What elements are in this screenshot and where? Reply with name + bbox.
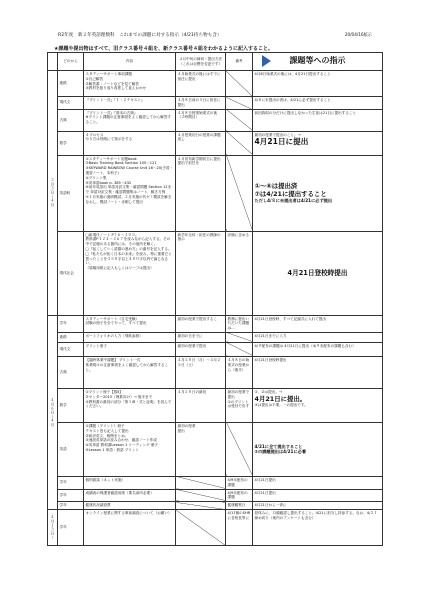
content-cell: 個別面談（ネット実施） [84, 476, 176, 489]
table-row [48, 155, 383, 231]
submit-cell [176, 489, 226, 502]
note-cell: 教務に提出いただいた課題は… [226, 315, 253, 332]
content-cell: ポートフォリオの入力（別紙参照） [84, 332, 176, 342]
subject-cell: 進路 [58, 332, 84, 342]
instruction-cell: 4/９配布の課題は 4月21日に提出（4/９未配布の課題も含む） [253, 342, 383, 356]
content-cell: スタディーサポート事前課題 ①自己解答 ②解答書・ノートなどを見て解答 ③教材を振り返り再度して直えおかせ [84, 71, 176, 97]
instruction-small: 最初の授業で提出のこと。→ [254, 132, 301, 137]
table-row [48, 489, 383, 502]
note-cell: 4/9未配布の課題 [226, 476, 253, 489]
content-cell: ①プリント冊子【数Ⅱ】 ②センター2015（理系向け）→ 後半まで ③教科書の最初の部分「第１章・式と証明」を読んでください。 [84, 388, 176, 422]
submit-cell: 新学年全体・担任の教師の指示 [176, 231, 226, 315]
note-cell [226, 97, 253, 110]
content-cell: 健康状況調査票 [84, 502, 176, 510]
period-label: ３月３日〜４月 [50, 178, 55, 208]
instruction-cell [253, 388, 383, 422]
content-cell: オンライン授業に関する事前調査について（お願い） [84, 510, 176, 546]
table-row [48, 231, 383, 315]
note-cell [226, 332, 253, 342]
subject-cell: 古典 [58, 356, 84, 388]
submit-cell: ４月８日授業始業式の後（２時間目） [176, 109, 226, 131]
header-instruction: 課題等への指示 [253, 53, 383, 71]
submit-cell: ４月始業式の後にはすでに担任に提出 [176, 71, 226, 97]
instruction-cell: 4月21日から一斉に [253, 502, 383, 510]
content-cell: スタディーサポート（自宅受験） 試験の冊子を全てやって、すべて提出 [84, 315, 176, 332]
header-arrow-icon [262, 55, 271, 67]
instruction-cell: 前回真似の分だけに提出しなかった生徒は21日に提出すること [253, 109, 383, 131]
instruction-cell [253, 155, 383, 231]
period-cell [48, 71, 58, 316]
content-cell: ４プロセス やり方は別紙にて指示をする [84, 131, 176, 155]
submit-cell: ４月８日前の５日に担任に提出 [176, 97, 226, 110]
instruction-big: 4月21日登校時提出 [287, 269, 348, 278]
header-submit: ４月中旬の締切・提出方法（これは目標を変更です） [176, 53, 226, 71]
note-cell: 4/9未配布の課題 [226, 489, 253, 502]
header-note: 備考 [226, 53, 253, 71]
content-cell: 【臨時休業中課題】 プリント一式 休業明けの注意事項をよく確認してから解答すること。 [84, 356, 176, 388]
table-row [48, 131, 383, 155]
note-cell [226, 422, 253, 476]
instruction-cell: 4月21日までに入力 [253, 332, 383, 342]
note-cell: 最初の授業で提出 ①のプリントは受付で出す [226, 388, 253, 422]
table-row [48, 422, 383, 476]
table-row [48, 476, 383, 489]
instruction-big: 4月21日に提出 [254, 137, 309, 147]
instruction-cell: 4月21日登校時、すべて記録式に入れて提出 [253, 315, 383, 332]
note-cell [226, 131, 253, 155]
subject-cell: 進路 [58, 71, 84, 97]
submit-cell: ４月授業初日の授業の課題返し [176, 131, 226, 155]
instruction-cell: 4月21日登校時提出 [253, 356, 383, 388]
note-cell: 健康観察日 [226, 502, 253, 510]
submit-cell: 最初の授業 提出 [176, 422, 226, 476]
submit-cell: ４月２０日の最初 [176, 388, 226, 422]
instruction-main: 4/21に全て提出すること [254, 443, 303, 449]
subject-cell: 数学 [58, 131, 84, 155]
table-row [48, 502, 383, 510]
subject-cell: 古典 [58, 109, 84, 131]
note-cell [226, 342, 253, 356]
instruction-cell [253, 131, 383, 155]
submit-cell: ４月２０日（月）〜４月２５日（土） [176, 356, 226, 388]
subject-cell: 学年 [58, 502, 84, 510]
submit-cell [176, 476, 226, 489]
submit-cell: 最初の授業で提出 [176, 342, 226, 356]
subject-cell: 現代社会 [58, 231, 84, 315]
content-cell: ①スタディーサポート出題book ②Basic Training Book Section 105〜121 ③SKYWARD RAINBOW Course Unit 16〜20(予習・復習ノート、本科子) ④プリント集 ⑤英単語book p. 385〜432 ⑥前年英語出 単語対訳文集・確認問題 Section 12まで 単語対訳文集・確認問題集はノート、解き方例 ⑦１月実施の進研模試、２月実施の代ゼミ模試を解きなおし、模試ノート・赤刷して提出 [84, 155, 176, 231]
notice-text: ★課題や提出物はすべて、旧クラス番号４組を、新クラス番号４組をわかるように記入すること。 [54, 46, 273, 52]
period-cell [48, 315, 58, 510]
instruction-cell: 4月21日提出 [253, 476, 383, 489]
submit-cell [176, 510, 226, 546]
instruction-sub: ただし4/８に未提出者は4/21に必ず提出 [254, 198, 333, 204]
note-cell [226, 109, 253, 131]
note-cell: 4/17朝のSHRに各班長等に [226, 510, 253, 546]
note-cell: ４月８日の始業式の授業から（後半） [226, 356, 253, 388]
note-cell: 評価に含める [226, 231, 253, 315]
instruction-cell: 4月8日始業式の後には、4月21日提出すること [253, 71, 383, 97]
header-period [48, 53, 58, 71]
subject-cell: 現代文 [58, 97, 84, 110]
submit-cell: 最初の日までに [176, 332, 226, 342]
instruction-small: ①、②は提出。→ [254, 389, 282, 394]
period-label: ４月６日〜４月 [50, 398, 55, 427]
submit-cell: 最初の授業で提出するこ [176, 315, 226, 332]
instruction-extra: ③は提出は不要。一の提出です。 [254, 402, 308, 407]
content-cell: 『プリント一式』『基本の古典』 ※プリント課題の注意事項をよく確認してから解答すること。 [84, 109, 176, 131]
content-cell: 成績表の保護者確認用紙（要名前印必要） [84, 489, 176, 502]
subject-cell: 学年 [58, 476, 84, 489]
assignment-table [47, 52, 383, 546]
instruction-cell [253, 422, 383, 476]
note-cell [226, 155, 253, 231]
subject-cell: 学年 [58, 315, 84, 332]
submit-cell: ４月初旬新学期初日に提出 提出で担任を [176, 155, 226, 231]
content-cell: 『プリント一式』『１・２テキスト』 [84, 97, 176, 110]
period-cell [48, 510, 58, 546]
table-row [48, 388, 383, 422]
instruction-cell: 4月21日提出 [253, 489, 383, 502]
header-content: 内容 [84, 53, 176, 71]
instruction-cell: 昼休みに、口頭確認し提出すること。4/21に担当し持参する。なお、4/２１締め切り（案内のアンケートも含む） [253, 510, 383, 546]
document-title: R2年度 新２年英語理数科 これまでの課題に対する指示（4/21持ち物も含） [58, 33, 222, 38]
content-cell: プリント冊子 [84, 342, 176, 356]
table-row [48, 356, 383, 388]
content-cell: □新現代ノート P７６〜１０５。 教科書P１２４〜２６７を読みながら記入する。その中で記憶のある箇所には、その他所を解く。 □『起こしていく語彙の進め方』の番号を記入する。 □『私たちが拓く日本の未来』を読み、特に重要だと思ったことを３５０字以上４００字以内で論じなさい。 （原稿用紙に記入もしくはリーフは提出） [84, 231, 176, 315]
table-row [48, 71, 383, 97]
period-label: ４月１３日〜 [50, 515, 55, 540]
table-row [48, 342, 383, 356]
subject-cell: 数学 [58, 388, 84, 422]
table-row [48, 97, 383, 110]
instruction-main: ①〜⑥は提出済 ⑦は4/21に提出すること [254, 182, 327, 199]
content-cell: ①課題（プリント）冊子 テキスト巻も記入して提出 ②和訳英文、相関まとめ。 ③速読英単語の読み合わせ、確認ノート作成 ④英単語 教科書Lesson 1 リーディング 冊子 ⑤Lesson 1 単語・熟語 プリント [84, 422, 176, 476]
instruction-cell: 4/８に未提出の者は、4/21に必ず提出すること [253, 97, 383, 110]
table-row [48, 315, 383, 332]
table-row [48, 332, 383, 342]
document-date: 20/04/16版示 [344, 32, 372, 37]
subject-cell: 学年 [58, 489, 84, 502]
subject-cell: 現代文 [58, 342, 84, 356]
instruction-big: 4月21日に提出。 [254, 394, 307, 403]
table-row [48, 510, 383, 546]
submit-cell [176, 502, 226, 510]
subject-cell: 学年 [58, 510, 84, 546]
subject-cell: 英語 [58, 422, 84, 476]
header-subject: どのから [58, 53, 84, 71]
table-header-row [48, 53, 383, 71]
note-cell [226, 71, 253, 97]
table-row [48, 109, 383, 131]
instruction-sub: ②の課題提出は4/21に必着 [254, 449, 307, 455]
instruction-cell [253, 231, 383, 315]
subject-cell: 英語科 [58, 155, 84, 231]
